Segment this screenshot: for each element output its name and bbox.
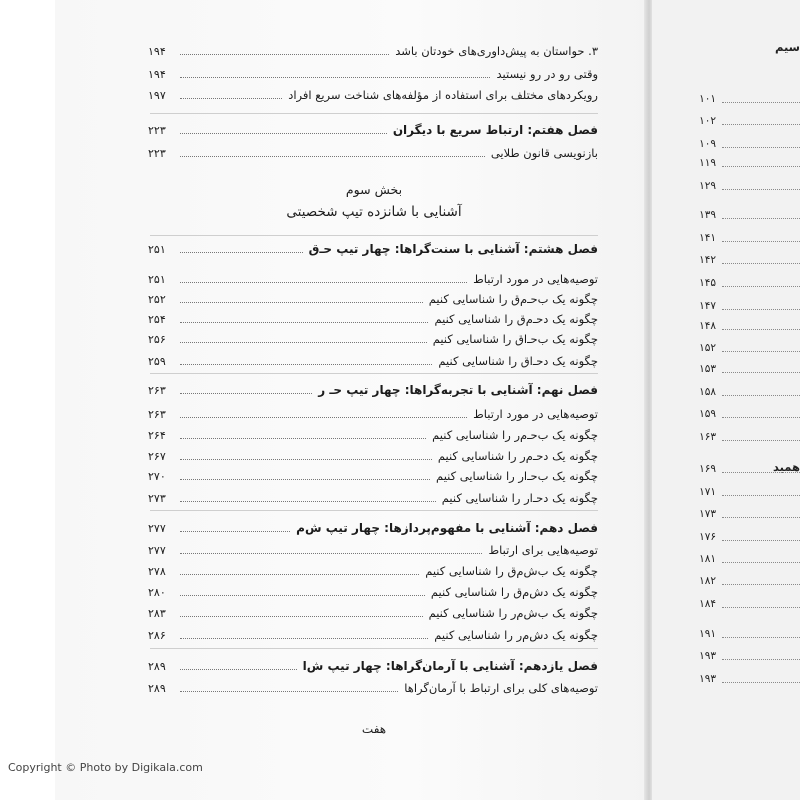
toc-entry-title: فصل هفتم: ارتباط سریع با دیگران bbox=[392, 123, 598, 137]
dot-leader bbox=[722, 372, 800, 373]
dot-leader bbox=[180, 459, 432, 460]
toc-entry-row bbox=[148, 679, 598, 697]
right-toc-page-number: ۱۸۴ bbox=[699, 598, 716, 610]
toc-entry-row bbox=[148, 541, 598, 559]
chapter-divider bbox=[150, 235, 598, 236]
right-toc-page-number: ۱۷۳ bbox=[699, 508, 716, 520]
toc-entry-row bbox=[148, 290, 598, 308]
right-toc-page-number: ۱۵۲ bbox=[699, 342, 716, 354]
toc-page-number: ۲۷۸ bbox=[148, 564, 166, 578]
dot-leader bbox=[722, 263, 800, 264]
toc-page-number: ۲۷۰ bbox=[148, 469, 166, 483]
right-toc-page-number: ۱۸۲ bbox=[699, 575, 716, 587]
toc-entry-title: فصل یازدهم: آشنایی با آرمان‌گراها: چهار تیپ ش‌ا bbox=[302, 659, 598, 673]
toc-chapter-row bbox=[148, 240, 598, 258]
toc-entry-title: فصل دهم: آشنایی با مفهوم‌پردازها: چهار تیپ ش‌م bbox=[296, 521, 598, 535]
toc-entry-title: بازنویسی قانون طلایی bbox=[490, 146, 598, 160]
chapter-divider bbox=[150, 510, 598, 511]
toc-entry-title: چگونه یک دش‌م‌ق را شناسایی کنیم bbox=[430, 585, 598, 599]
toc-page-number: ۲۷۳ bbox=[148, 491, 166, 505]
toc-entry-row bbox=[148, 42, 598, 60]
dot-leader bbox=[722, 607, 800, 608]
toc-entry-row bbox=[148, 626, 598, 644]
toc-page-number: ۲۵۴ bbox=[148, 312, 166, 326]
toc-entry-title: توصیه‌هایی برای ارتباط bbox=[488, 543, 598, 557]
toc-entry-row bbox=[148, 65, 598, 83]
toc-page-number: ۲۵۲ bbox=[148, 292, 166, 306]
dot-leader bbox=[180, 574, 419, 575]
dot-leader bbox=[180, 322, 428, 323]
dot-leader bbox=[722, 395, 800, 396]
dot-leader bbox=[180, 156, 485, 157]
dot-leader bbox=[180, 417, 467, 418]
toc-entry-row bbox=[148, 583, 598, 601]
toc-entry-title: چگونه یک دحـ‌اق را شناسایی کنیم bbox=[438, 354, 598, 368]
dot-leader bbox=[180, 133, 387, 134]
dot-leader bbox=[180, 393, 312, 394]
toc-page-number: ۲۵۶ bbox=[148, 332, 166, 346]
dot-leader bbox=[180, 77, 490, 78]
toc-entry-row bbox=[148, 144, 598, 162]
toc-entry-title: چگونه یک دحـ‌م‌ر را شناسایی کنیم bbox=[437, 449, 598, 463]
dot-leader bbox=[180, 252, 303, 253]
section-label: بخش سوم bbox=[345, 182, 403, 197]
dot-leader bbox=[722, 329, 800, 330]
toc-entry-title: رویکردهای مختلف برای استفاده از مؤلفه‌های شناخت سریع افراد bbox=[288, 88, 598, 102]
toc-entry-title: توصیه‌هایی در مورد ارتباط bbox=[473, 272, 598, 286]
toc-page-number: ۲۸۹ bbox=[148, 659, 166, 673]
toc-entry-title: چگونه یک ب‌حـ‌م‌ق را شناسایی کنیم bbox=[428, 292, 598, 306]
dot-leader bbox=[722, 495, 800, 496]
toc-entry-title: ۳. حواستان به پیش‌داوری‌های خودتان باشد bbox=[395, 44, 598, 58]
dot-leader bbox=[180, 553, 482, 554]
toc-page-number: ۲۸۳ bbox=[148, 606, 166, 620]
toc-entry-row bbox=[148, 270, 598, 288]
right-toc-page-number: ۱۶۳ bbox=[699, 431, 716, 443]
toc-entry-row bbox=[148, 447, 598, 465]
toc-entry-title: فصل هشتم: آشنایی با سنت‌گراها: چهار تیپ حـ‌ق bbox=[308, 242, 598, 256]
toc-page-number: ۲۵۱ bbox=[148, 272, 166, 286]
toc-entry-row bbox=[148, 562, 598, 580]
toc-chapter-row bbox=[148, 381, 598, 399]
toc-page-number: ۲۲۳ bbox=[148, 146, 166, 160]
toc-entry-row bbox=[148, 467, 598, 485]
dot-leader bbox=[722, 351, 800, 352]
dot-leader bbox=[722, 124, 800, 125]
dot-leader bbox=[722, 682, 800, 683]
dot-leader bbox=[180, 302, 423, 303]
dot-leader bbox=[722, 659, 800, 660]
toc-page-number: ۲۶۷ bbox=[148, 449, 166, 463]
toc-entry-title: چگونه یک ب‌حـ‌اق را شناسایی کنیم bbox=[432, 332, 598, 346]
right-toc-page-number: ۱۴۸ bbox=[699, 320, 716, 332]
toc-page-number: ۲۸۰ bbox=[148, 585, 166, 599]
chapter-divider bbox=[150, 113, 598, 114]
dot-leader bbox=[180, 669, 297, 670]
toc-entry-title: چگونه یک ب‌ش‌م‌ر را شناسایی کنیم bbox=[428, 606, 598, 620]
toc-entry-title: چگونه یک دحـ‌ار را شناسایی کنیم bbox=[441, 491, 598, 505]
toc-entry-title: چگونه یک ب‌ش‌م‌ق را شناسایی کنیم bbox=[425, 564, 598, 578]
toc-page-number: ۲۷۷ bbox=[148, 543, 166, 557]
dot-leader bbox=[722, 286, 800, 287]
toc-entry-row bbox=[148, 352, 598, 370]
toc-page-number: ۲۲۳ bbox=[148, 123, 166, 137]
dot-leader bbox=[180, 364, 432, 365]
toc-page-number: ۲۵۱ bbox=[148, 242, 166, 256]
dot-leader bbox=[180, 616, 423, 617]
dot-leader bbox=[722, 102, 800, 103]
toc-entry-title: چگونه یک دحـ‌م‌ق را شناسایی کنیم bbox=[434, 312, 598, 326]
toc-entry-row bbox=[148, 86, 598, 104]
dot-leader bbox=[722, 166, 800, 167]
right-toc-page-number: ۱۶۹ bbox=[699, 463, 716, 475]
right-toc-page-number: ۱۹۳ bbox=[699, 673, 716, 685]
dot-leader bbox=[180, 691, 398, 692]
right-toc-page-number: ۱۰۹ bbox=[699, 138, 716, 150]
toc-page-number: ۲۶۳ bbox=[148, 383, 166, 397]
right-toc-page-number: ۱۸۱ bbox=[699, 553, 716, 565]
dot-leader bbox=[180, 438, 426, 439]
dot-leader bbox=[180, 501, 436, 502]
dot-leader bbox=[180, 54, 389, 55]
toc-page-number: ۲۶۳ bbox=[148, 407, 166, 421]
dot-leader bbox=[722, 147, 800, 148]
toc-chapter-row bbox=[148, 657, 598, 675]
dot-leader bbox=[722, 218, 800, 219]
toc-page-number: ۲۵۹ bbox=[148, 354, 166, 368]
toc-entry-title: وقتی رو در رو نیستید bbox=[496, 67, 598, 81]
copyright-watermark: Copyright © Photo by Digikala.com bbox=[8, 761, 203, 774]
toc-entry-row bbox=[148, 310, 598, 328]
toc-page-number: ۱۹۴ bbox=[148, 44, 166, 58]
right-toc-page-number: ۱۷۱ bbox=[699, 486, 716, 498]
dot-leader bbox=[180, 595, 425, 596]
dot-leader bbox=[722, 241, 800, 242]
right-toc-page-number: ۱۰۱ bbox=[699, 93, 716, 105]
right-toc-page-number: ۱۴۵ bbox=[699, 277, 716, 289]
dot-leader bbox=[722, 309, 800, 310]
dot-leader bbox=[722, 517, 800, 518]
dot-leader bbox=[180, 282, 467, 283]
dot-leader bbox=[722, 637, 800, 638]
toc-entry-row bbox=[148, 405, 598, 423]
dot-leader bbox=[722, 189, 800, 190]
right-toc-page-number: ۱۹۳ bbox=[699, 650, 716, 662]
dot-leader bbox=[180, 98, 282, 99]
toc-entry-title: توصیه‌های کلی برای ارتباط با آرمان‌گراها bbox=[404, 681, 598, 695]
toc-entry-title: توصیه‌هایی در مورد ارتباط bbox=[473, 407, 598, 421]
section-title: آشنایی با شانزده تیپ شخصیتی bbox=[286, 204, 462, 220]
right-toc-page-number: ۱۳۹ bbox=[699, 209, 716, 221]
right-toc-page-number: ۱۲۹ bbox=[699, 180, 716, 192]
right-toc-page-number: ۱۷۶ bbox=[699, 531, 716, 543]
right-toc-page-number: ۱۰۲ bbox=[699, 115, 716, 127]
toc-page-number: ۲۸۶ bbox=[148, 628, 166, 642]
dot-leader bbox=[722, 540, 800, 541]
dot-leader bbox=[180, 638, 428, 639]
dot-leader bbox=[180, 479, 430, 480]
chapter-divider bbox=[150, 373, 598, 374]
toc-entry-title: چگونه یک دش‌م‌ر را شناسایی کنیم bbox=[434, 628, 598, 642]
right-book-page bbox=[652, 0, 800, 800]
dot-leader bbox=[722, 417, 800, 418]
right-toc-page-number: ۱۹۱ bbox=[699, 628, 716, 640]
right-toc-page-number: ۱۵۸ bbox=[699, 386, 716, 398]
toc-page-number: ۲۷۷ bbox=[148, 521, 166, 535]
page-footer-number: هفت bbox=[361, 722, 387, 736]
right-toc-page-number: ۱۱۹ bbox=[699, 157, 716, 169]
right-toc-page-number: ۱۵۳ bbox=[699, 363, 716, 375]
right-toc-page-number: ۱۴۲ bbox=[699, 254, 716, 266]
toc-chapter-row bbox=[148, 121, 598, 139]
dot-leader bbox=[180, 531, 290, 532]
toc-entry-title: چگونه یک ب‌حـ‌م‌ر را شناسایی کنیم bbox=[432, 428, 598, 442]
toc-chapter-row bbox=[148, 519, 598, 537]
toc-page-number: ۱۹۷ bbox=[148, 88, 166, 102]
toc-page-number: ۲۸۹ bbox=[148, 681, 166, 695]
dot-leader bbox=[180, 342, 427, 343]
right-toc-page-number: ۱۴۱ bbox=[699, 232, 716, 244]
toc-entry-row bbox=[148, 426, 598, 444]
toc-entry-title: فصل نهم: آشنایی با تجربه‌گراها: چهار تیپ حـ ر bbox=[318, 383, 598, 397]
dot-leader bbox=[722, 562, 800, 563]
dot-leader bbox=[722, 472, 800, 473]
toc-page-number: ۱۹۴ bbox=[148, 67, 166, 81]
dot-leader bbox=[722, 440, 800, 441]
toc-entry-row bbox=[148, 330, 598, 348]
chapter-divider bbox=[150, 648, 598, 649]
toc-entry-title: چگونه یک ب‌حـ‌ار را شناسایی کنیم bbox=[436, 469, 598, 483]
right-toc-page-number: ۱۵۹ bbox=[699, 408, 716, 420]
toc-entry-row bbox=[148, 489, 598, 507]
right-toc-page-number: ۱۴۷ bbox=[699, 300, 716, 312]
toc-entry-row bbox=[148, 604, 598, 622]
right-heading-fragment: سیم bbox=[774, 40, 800, 54]
dot-leader bbox=[722, 584, 800, 585]
toc-page-number: ۲۶۴ bbox=[148, 428, 166, 442]
right-heading-fragment: همید bbox=[772, 460, 800, 474]
